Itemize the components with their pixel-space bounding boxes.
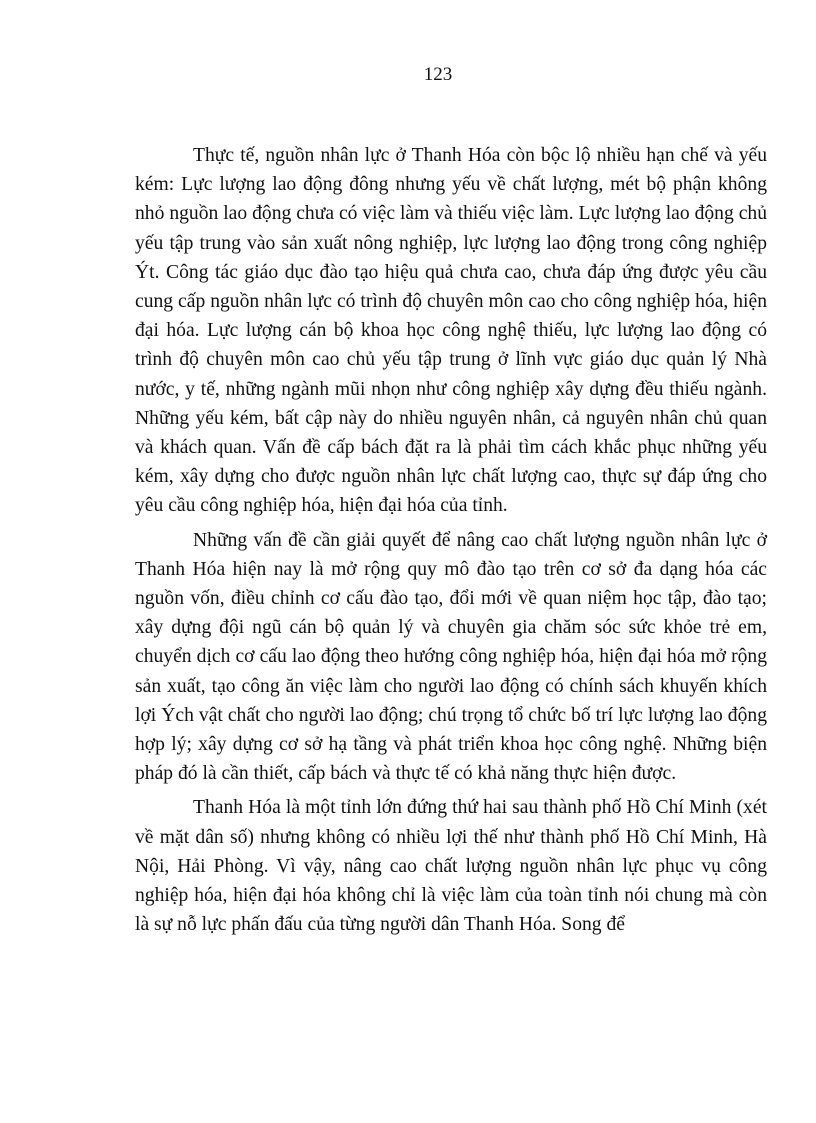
body-text: [135, 141, 767, 944]
paragraph-1: Thực tế, nguồn nhân lực ở Thanh Hóa còn bộc lộ nhiều hạn chế và yếu kém: Lực lượng lao động đông nhưng yếu về chất lượng, mét bộ phận không nhỏ nguồn lao động chưa có việc làm và thiếu việc làm. Lực lượng lao động chủ yếu tập trung vào sản xuất nông nghiệp, lực lượng lao động trong công nghiệp Ýt. Công tác giáo dục đào tạo hiệu quả chưa cao, chưa đáp ứng được yêu cầu cung cấp nguồn nhân lực có trình độ chuyên môn cao cho công nghiệp hóa, hiện đại hóa. Lực lượng cán bộ khoa học công nghệ thiếu, lực lượng lao động có trình độ chuyên môn cao chủ yếu tập trung ở lĩnh vực giáo dục quản lý Nhà nước, y tế, những ngành mũi nhọn như công nghiệp xây dựng đều thiếu ngành. Những yếu kém, bất cập này do nhiều nguyên nhân, cả nguyên nhân chủ quan và khách quan. Vấn đề cấp bách đặt ra là phải tìm cách khắc phục những yếu kém, xây dựng cho được nguồn nhân lực chất lượng cao, thực sự đáp ứng cho yêu cầu công nghiệp hóa, hiện đại hóa của tỉnh.: [135, 145, 767, 517]
paragraph-3: Thanh Hóa là một tỉnh lớn đứng thứ hai sau thành phố Hồ Chí Minh (xét về mặt dân số) nhưng không có nhiều lợi thế như thành phố Hồ Chí Minh, Hà Nội, Hải Phòng. Vì vậy, nâng cao chất lượng nguồn nhân lực phục vụ công nghiệp hóa, hiện đại hóa không chỉ là việc làm của toàn tỉnh nói chung mà còn là sự nỗ lực phấn đấu của từng người dân Thanh Hóa. Song để: [135, 797, 767, 936]
page-number: 123: [423, 64, 453, 85]
paragraph-2: Những vấn đề cần giải quyết để nâng cao chất lượng nguồn nhân lực ở Thanh Hóa hiện nay là mở rộng quy mô đào tạo trên cơ sở đa dạng hóa các nguồn vốn, điều chỉnh cơ cấu đào tạo, đổi mới về quan niệm học tập, đào tạo; xây dựng đội ngũ cán bộ quản lý và chuyên gia chăm sóc sức khỏe trẻ em, chuyển dịch cơ cấu lao động theo hướng công nghiệp hóa, hiện đại hóa mở rộng sản xuất, tạo công ăn việc làm cho người lao động có chính sách khuyến khích lợi Ých vật chất cho người lao động; chú trọng tổ chức bố trí lực lượng lao động hợp lý; xây dựng cơ sở hạ tầng và phát triển khoa học công nghệ. Những biện pháp đó là cần thiết, cấp bách và thực tế có khả năng thực hiện được.: [135, 529, 767, 785]
